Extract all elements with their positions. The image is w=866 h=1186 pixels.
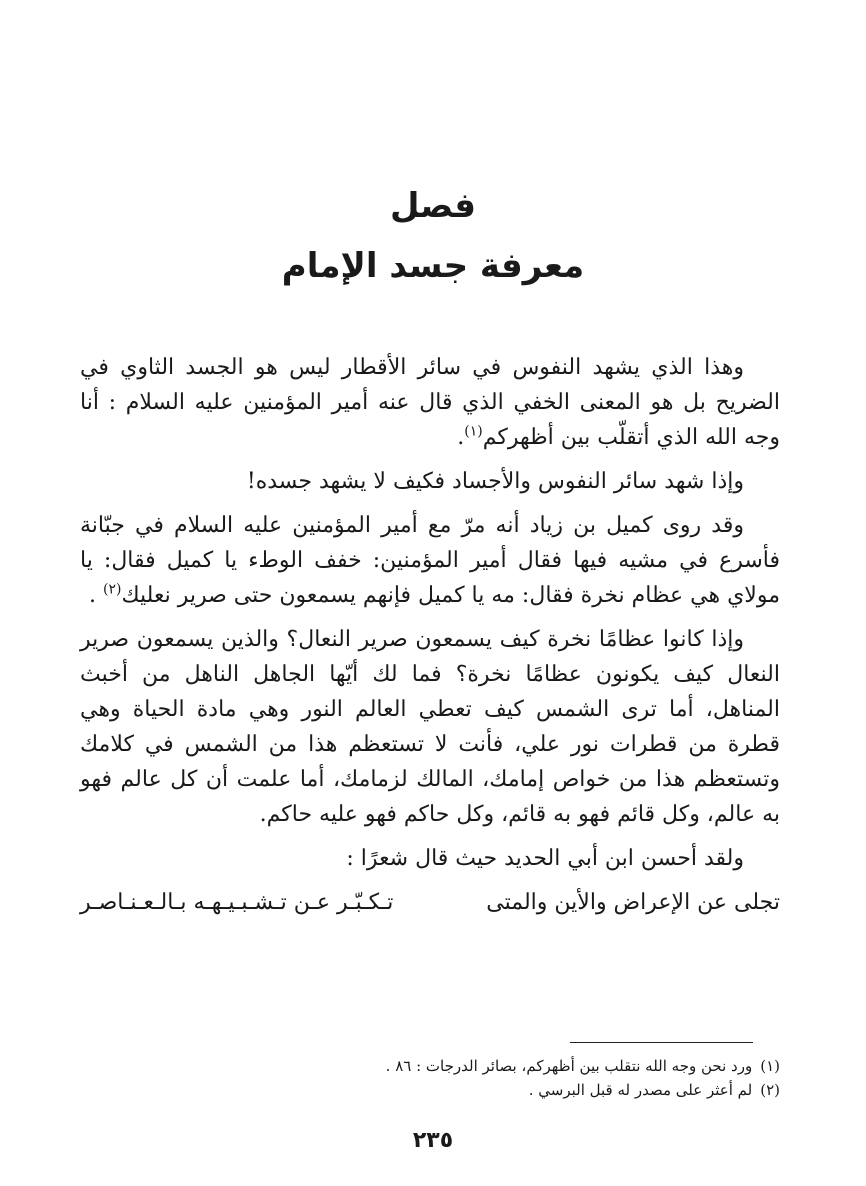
footnote-2 xyxy=(80,1078,780,1102)
footnote-number: (٢) xyxy=(760,1081,780,1099)
paragraph-text: وقد روى كميل بن زياد أنه مرّ مع أمير المؤمنين عليه السلام في جبّانة فأسرع في مشيه فيها فقال أمير المؤمنين: خفف الوطء يا كميل فقال: يا مولاي هي عظام نخرة فقال: مه يا كميل فإنهم يسمعون حتى صرير نعليك xyxy=(80,513,780,608)
footnote-text: ورد نحن وجه الله نتقلب بين أظهركم، بصائر الدرجات : ٨٦ . xyxy=(385,1057,753,1075)
body-text xyxy=(80,350,780,920)
verse-second-hemistich: تـكـبّـر عـن تـشـبـيـهـه بـالـعـنـاصـر xyxy=(80,890,394,915)
footnotes xyxy=(80,1054,780,1102)
footnote-ref-1: (١) xyxy=(464,423,483,440)
paragraph-text: وإذا كانوا عظامًا نخرة كيف يسمعون صرير النعال؟ والذين يسمعون صرير النعال كيف يكونون عظامًا نخرة؟ فما لك أيّها الجاهل الناهل من أخبث المناهل، أما ترى الشمس كيف تعطي العالم النور وهي مادة الحياة وهي قطرة من قطرات نور علي، فأنت لا تستعظم هذا من الشمس في كلامك وتستعظم هذا من خواص إمامك، المالك لزمامك، أما علمت أن كل عالم فهو به عالم، وكل قائم فهو به قائم، وكل حاكم فهو عليه حاكم. xyxy=(80,627,780,827)
paragraph-text: ولقد أحسن ابن أبي الحديد حيث قال شعرًا : xyxy=(346,846,744,871)
footnote-1 xyxy=(80,1054,780,1078)
paragraph-1 xyxy=(80,350,780,455)
chapter-subtitle: معرفة جسد الإمام xyxy=(281,246,585,286)
page-number: ٢٣٥ xyxy=(412,1128,454,1153)
paragraph-tail: . xyxy=(457,425,465,450)
paragraph-tail: . xyxy=(89,583,104,608)
footnote-ref-2: (٢) xyxy=(103,581,122,598)
paragraph-5 xyxy=(80,841,780,876)
poem-verse xyxy=(80,885,780,920)
paragraph-text: وإذا شهد سائر النفوس والأجساد فكيف لا يشهد جسده! xyxy=(246,469,744,494)
paragraph-3 xyxy=(80,508,780,613)
verse-first-hemistich: تجلى عن الإعراض والأين والمتى xyxy=(486,890,780,915)
footnote-text: لم أعثر على مصدر له قبل البرسي . xyxy=(528,1081,753,1099)
paragraph-4 xyxy=(80,622,780,832)
section-title: فصل xyxy=(389,186,477,226)
footnote-number: (١) xyxy=(760,1057,780,1075)
paragraph-2 xyxy=(80,464,780,499)
footnote-divider xyxy=(570,1042,753,1043)
paragraph-text: وهذا الذي يشهد النفوس في سائر الأقطار ليس هو الجسد الثاوي في الضريح بل هو المعنى الخفي الذي قال عنه أمير المؤمنين عليه السلام : أنا وجه الله الذي أتقلّب بين أظهركم xyxy=(80,355,780,450)
